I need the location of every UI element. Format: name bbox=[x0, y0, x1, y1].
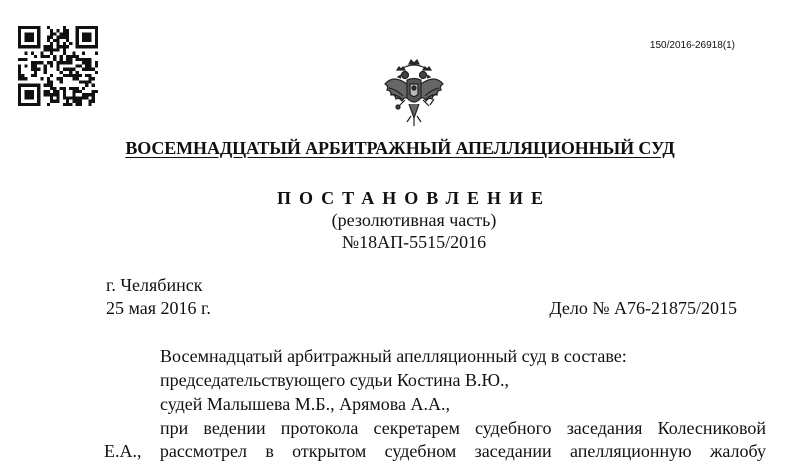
appeal-number: №18АП-5515/2016 bbox=[341, 232, 487, 252]
coat-of-arms-emblem bbox=[383, 58, 445, 138]
document-date: 25 мая 2016 г. bbox=[106, 298, 211, 318]
case-number: Дело № А76-21875/2015 bbox=[549, 298, 737, 318]
document-subtitle: (резолютивная часть) bbox=[331, 210, 497, 230]
document-type-heading: ПОСТАНОВЛЕНИЕ bbox=[276, 188, 552, 208]
body-line: председательствующего судьи Костина В.Ю., bbox=[160, 370, 509, 390]
body-line: судей Малышева М.Б., Арямова А.А., bbox=[160, 394, 450, 414]
body-line: Е.А., рассмотрел в открытом судебном заседании апелляционную жалобу bbox=[104, 441, 766, 461]
document-id: 150/2016-26918(1) bbox=[649, 40, 735, 51]
court-title: ВОСЕМНАДЦАТЫЙ АРБИТРАЖНЫЙ АПЕЛЛЯЦИОННЫЙ СУД bbox=[125, 138, 675, 158]
body-line: при ведении протокола секретарем судебного заседания Колесниковой bbox=[160, 418, 766, 438]
qr-code-icon bbox=[18, 26, 98, 106]
body-line: Восемнадцатый арбитражный апелляционный суд в составе: bbox=[160, 346, 627, 366]
city: г. Челябинск bbox=[106, 275, 203, 295]
